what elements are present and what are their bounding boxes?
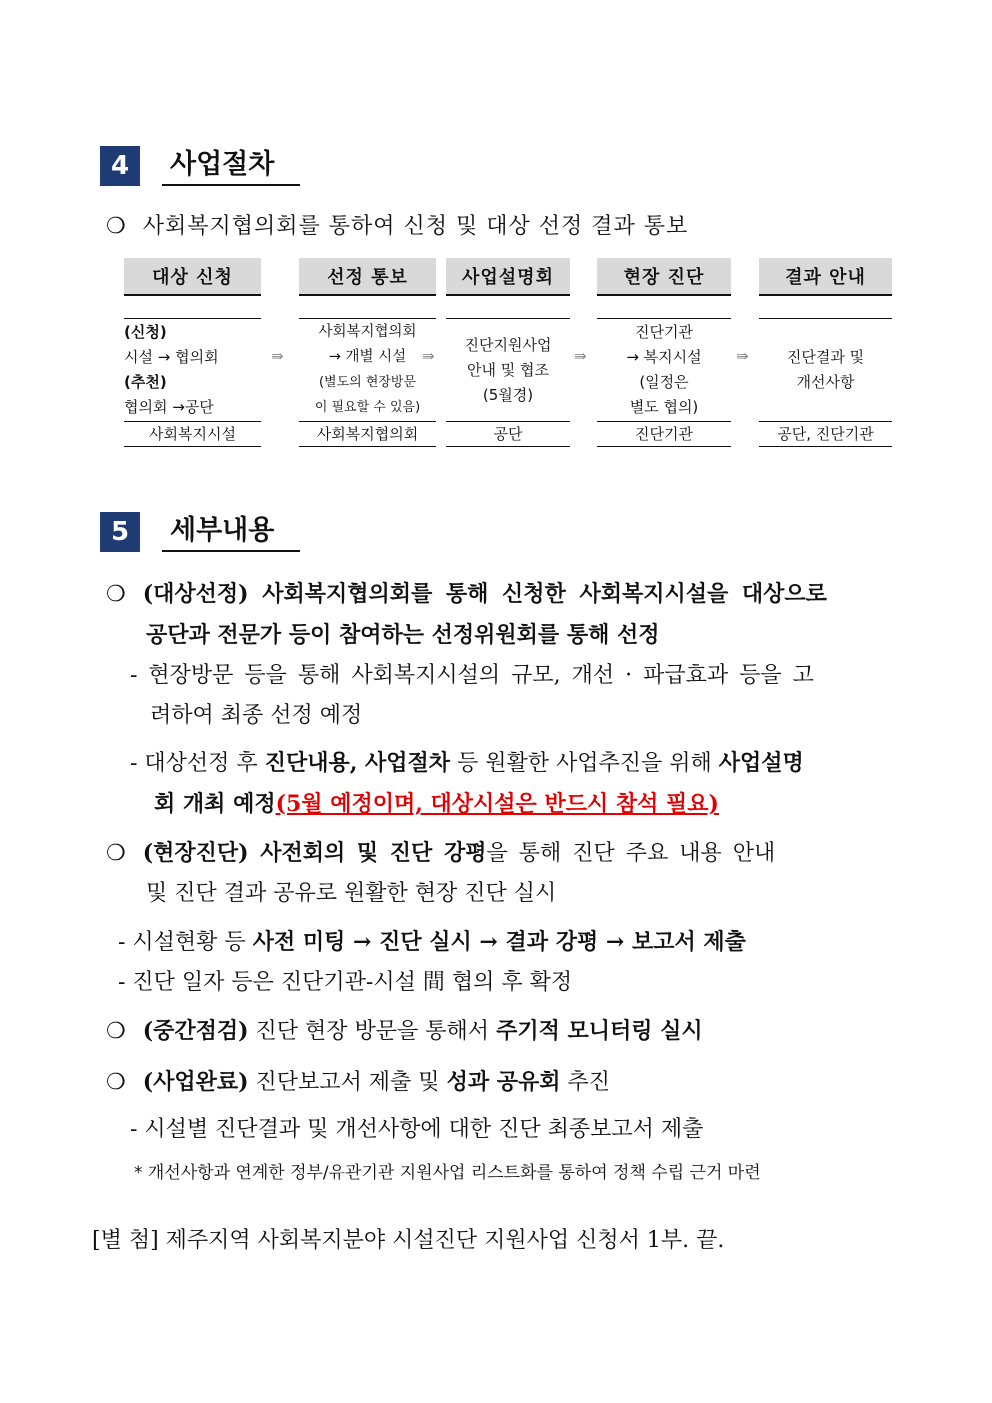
detail-sub-text <box>130 748 804 779</box>
detail-text: 및 진단 결과 공유로 원활한 현장 진단 실시 <box>146 881 557 906</box>
flow-step-head: 선정 통보 <box>299 258 436 296</box>
circle-bullet-icon: ❍ <box>106 1019 126 1044</box>
flow-line: 안내 및 협조 <box>467 360 549 379</box>
circle-bullet-icon: ❍ <box>106 214 126 239</box>
flow-step-body <box>446 318 570 422</box>
detail-sub-text: - 현장방문 등을 통해 사회복지시설의 규모, 개선 · 파급효과 등을 고 <box>130 663 814 688</box>
flow-line: (추천) <box>124 373 167 391</box>
text-run: 사전 미팅 → 진단 실시 → 결과 강평 → 보고서 제출 <box>252 929 746 955</box>
flow-line: 시설 → 협의회 <box>124 348 219 366</box>
flow-step-briefing <box>446 258 570 443</box>
detail-onsite <box>106 838 775 869</box>
text-run: (현장진단) 사전회의 및 진단 강평 <box>142 840 487 866</box>
section-number-badge: 4 <box>100 146 140 186</box>
flow-step-actor: 사회복지시설 <box>124 422 261 447</box>
procedure-flow-table <box>124 258 892 450</box>
section-title: 세부내용 <box>162 514 300 552</box>
detail-text: 공단과 전문가 등이 참여하는 선정위원회를 통해 선정 <box>146 622 660 648</box>
detail-text: (대상선정) 사회복지협의회를 통해 신청한 사회복지시설을 대상으로 <box>142 581 827 607</box>
text-run: 추진 <box>560 1070 610 1095</box>
text-run: 을 통해 진단 주요 내용 안내 <box>486 841 776 866</box>
text-run: (사업완료) <box>142 1069 249 1095</box>
circle-bullet-icon: ❍ <box>106 841 126 866</box>
flow-arrow-icon: ⇛ <box>736 347 749 365</box>
flow-line: 이 필요할 수 있음) <box>314 400 421 415</box>
flow-step-actor: 진단기관 <box>597 422 731 447</box>
flow-step-body <box>597 318 731 422</box>
text-run: 회 개최 예정 <box>154 791 276 817</box>
flow-line: (5월경) <box>482 385 534 404</box>
flow-step-result <box>759 258 892 443</box>
detail-selection <box>106 579 827 610</box>
circle-bullet-icon: ❍ <box>106 1070 126 1095</box>
text-run: (중간점검) <box>142 1018 249 1044</box>
section-4-heading <box>100 146 300 186</box>
text-run: 사업설명 <box>718 750 804 776</box>
footnote: * 개선사항과 연계한 정부/유관기관 지원사업 리스트화를 통하여 정책 수립 근거 마련 <box>134 1163 761 1183</box>
flow-step-apply <box>124 258 261 443</box>
flow-line: 진단기관 <box>635 323 693 341</box>
text-run: 주기적 모니터링 실시 <box>496 1018 703 1044</box>
section-5-heading <box>100 512 300 552</box>
flow-step-head: 대상 신청 <box>124 258 261 296</box>
flow-line: (별도의 현장방문 <box>318 375 417 390</box>
flow-arrow-icon: ⇛ <box>271 347 284 365</box>
section-title: 사업절차 <box>162 148 300 186</box>
flow-line: 사회복지협의회 <box>318 324 417 340</box>
flow-step-actor: 공단 <box>446 422 570 447</box>
text-run: 진단보고서 제출 및 <box>248 1070 447 1095</box>
flow-line: 진단지원사업 <box>464 335 552 354</box>
intro-text: 사회복지협의회를 통하여 신청 및 대상 선정 결과 통보 <box>142 214 689 239</box>
flow-step-body <box>759 318 892 422</box>
flow-step-diagnosis <box>597 258 731 443</box>
text-run: 등 원활한 사업추진을 위해 <box>450 751 719 776</box>
flow-step-body <box>299 318 436 422</box>
detail-sub-text: - 시설별 진단결과 및 개선사항에 대한 진단 최종보고서 제출 <box>130 1117 704 1142</box>
flow-line: 협의회 →공단 <box>124 398 214 416</box>
detail-sub-text <box>118 927 746 958</box>
flow-arrow-icon: ⇛ <box>574 347 587 365</box>
flow-arrow-icon: ⇛ <box>422 347 435 365</box>
flow-line: 개선사항 <box>796 373 855 391</box>
section-number-badge: 5 <box>100 512 140 552</box>
circle-bullet-icon: ❍ <box>106 582 126 607</box>
flow-line: → 개별 시설 <box>328 349 407 365</box>
flow-step-head: 사업설명회 <box>446 258 570 296</box>
text-run: 진단내용, 사업절차 <box>264 750 451 776</box>
text-run: 진단 현장 방문을 통해서 <box>248 1019 497 1044</box>
flow-step-notify <box>299 258 436 443</box>
flow-line: → 복지시설 <box>626 348 702 366</box>
detail-sub-text: 려하여 최종 선정 예정 <box>150 703 363 728</box>
flow-line: (일정은 <box>639 373 689 391</box>
procedure-intro <box>106 212 688 242</box>
detail-sub-text: - 진단 일자 등은 진단기관-시설 間 협의 후 확정 <box>118 970 573 995</box>
attachment-line: [별 첨] 제주지역 사회복지분야 시설진단 지원사업 신청서 1부. 끝. <box>92 1228 725 1253</box>
text-run: - 대상선정 후 <box>130 751 265 776</box>
text-run: - 시설현황 등 <box>118 930 253 955</box>
required-attendance-note: (5월 예정이며, 대상시설은 반드시 참석 필요) <box>275 791 719 817</box>
flow-step-head: 결과 안내 <box>759 258 892 296</box>
text-run: 성과 공유회 <box>446 1069 561 1095</box>
flow-line: 별도 협의) <box>629 398 699 416</box>
detail-midcheck <box>106 1016 703 1047</box>
flow-step-actor: 사회복지협의회 <box>299 422 436 447</box>
flow-line: 진단결과 및 <box>786 348 865 366</box>
flow-step-body <box>124 318 261 422</box>
detail-completion <box>106 1067 610 1098</box>
flow-step-head: 현장 진단 <box>597 258 731 296</box>
flow-step-actor: 공단, 진단기관 <box>759 422 892 447</box>
detail-sub-text <box>154 789 719 820</box>
flow-line: (신청) <box>124 323 167 341</box>
